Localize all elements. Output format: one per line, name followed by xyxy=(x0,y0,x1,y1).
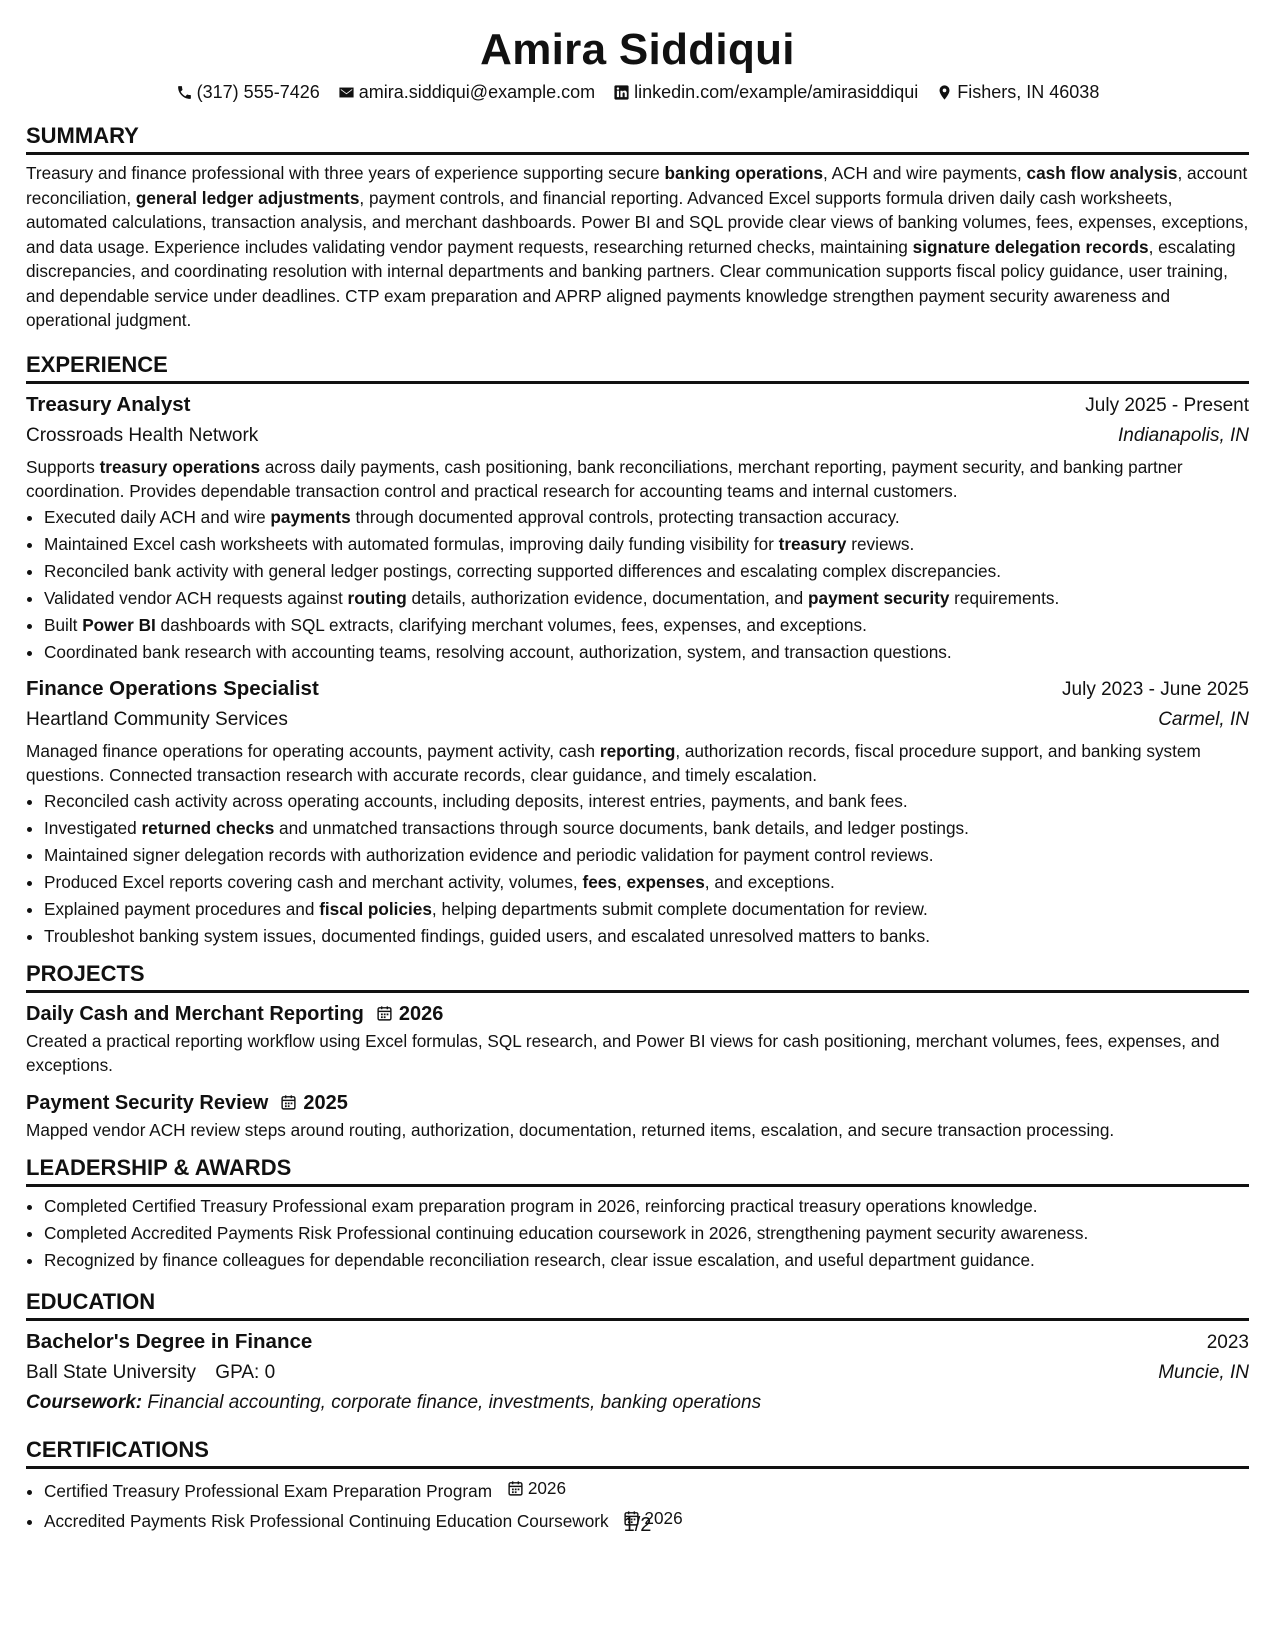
map-pin-icon xyxy=(936,84,953,101)
list-item: • Reconciled bank activity with general ledger postings, correcting supported differences and escalating complex discrepancies. xyxy=(44,558,1249,585)
contact-linkedin[interactable] xyxy=(613,80,918,104)
job-bullets xyxy=(26,504,1249,666)
calendar-icon xyxy=(507,1480,524,1497)
certification-name: Accredited Payments Risk Professional Continuing Education Coursework xyxy=(44,1511,609,1531)
contact-phone[interactable] xyxy=(176,80,320,104)
section-title: EXPERIENCE xyxy=(26,351,1249,384)
job-location: Carmel, IN xyxy=(1158,708,1249,730)
list-item: • Executed daily ACH and wire payments through documented approval controls, protecting transaction accuracy. xyxy=(44,504,1249,531)
experience-section xyxy=(26,351,1249,950)
list-item xyxy=(44,1475,1249,1505)
envelope-icon xyxy=(338,84,355,101)
education-section xyxy=(26,1288,1249,1418)
section-title: SUMMARY xyxy=(26,122,1249,155)
project-entry xyxy=(26,1088,1249,1143)
summary-text: Treasury and finance professional with three years of experience supporting secure banking operations, ACH and wire payments, cash flow analysis, account reconciliation, general ledger adjustments, payment controls, and financial reporting. Advanced Excel supports formula driven daily cash worksheets, automated calculations, transaction analysis, and merchant dashboards. Power BI and SQL provide clear views of banking volumes, fees, expenses, exceptions, and data usage. Experience includes validating vendor payment requests, researching returned checks, maintaining signature delegation records, escalating discrepancies, and coordinating resolution with internal departments and banking partners. Clear communication supports fiscal policy guidance, user training, and dependable service under deadlines. CTP exam preparation and APRP aligned payments knowledge strengthen payment security awareness and operational judgment. xyxy=(26,163,1249,330)
degree: Bachelor's Degree in Finance xyxy=(26,1330,313,1353)
job-company: Crossroads Health Network xyxy=(26,424,259,446)
project-year: 2026 xyxy=(398,1002,444,1025)
coursework-text: Financial accounting, corporate finance, investments, banking operations xyxy=(147,1392,762,1413)
certification-name: Certified Treasury Professional Exam Preparation Program xyxy=(44,1481,493,1501)
job-role: Finance Operations Specialist xyxy=(26,676,319,700)
list-item: • Completed Certified Treasury Professional exam preparation program in 2026, reinforcing practical treasury operations knowledge. xyxy=(44,1193,1249,1220)
gpa: GPA: 0 xyxy=(215,1362,276,1383)
linkedin-icon xyxy=(613,84,630,101)
graduation-year: 2023 xyxy=(1206,1332,1249,1353)
summary-section xyxy=(26,122,1249,333)
school: Ball State University xyxy=(26,1362,197,1383)
list-item: • Maintained signer delegation records with authorization evidence and periodic validation for payment control reviews. xyxy=(44,842,1249,869)
job-dates: July 2025 - Present xyxy=(1085,394,1249,416)
phone-icon xyxy=(176,84,193,101)
project-year: 2025 xyxy=(303,1091,348,1114)
section-title: CERTIFICATIONS xyxy=(26,1436,1249,1469)
certification-year: 2026 xyxy=(644,1508,683,1528)
job-role: Treasury Analyst xyxy=(26,392,191,416)
list-item: • Explained payment procedures and fiscal policies, helping departments submit complete documentation for review. xyxy=(44,896,1249,923)
section-title: EDUCATION xyxy=(26,1288,1249,1321)
email-text: amira.siddiqui@example.com xyxy=(358,82,596,102)
contact-location xyxy=(936,80,1099,104)
project-name: Daily Cash and Merchant Reporting xyxy=(26,1002,364,1025)
calendar-icon xyxy=(376,1005,393,1022)
section-title: PROJECTS xyxy=(26,960,1249,993)
contact-bar xyxy=(26,80,1249,104)
projects-section xyxy=(26,960,1249,1143)
certification-year: 2026 xyxy=(527,1478,567,1498)
coursework xyxy=(26,1388,1249,1418)
list-item: • Troubleshot banking system issues, documented findings, guided users, and escalated unresolved matters to banks. xyxy=(44,923,1249,950)
list-item: • Recognized by finance colleagues for dependable reconciliation research, clear issue escalation, and useful department guidance. xyxy=(44,1247,1249,1274)
list-item: • Built Power BI dashboards with SQL extracts, clarifying merchant volumes, fees, expenses, and exceptions. xyxy=(44,612,1249,639)
phone-text: (317) 555-7426 xyxy=(196,82,320,102)
job-entry xyxy=(26,390,1249,666)
project-entry xyxy=(26,999,1249,1078)
list-item: • Reconciled cash activity across operating accounts, including deposits, interest entries, payments, and bank fees. xyxy=(44,788,1249,815)
job-entry xyxy=(26,674,1249,950)
list-item: • Produced Excel reports covering cash and merchant activity, volumes, fees, expenses, and exceptions. xyxy=(44,869,1249,896)
job-dates: July 2023 - June 2025 xyxy=(1062,678,1249,700)
project-name: Payment Security Review xyxy=(26,1091,269,1114)
list-item: • Coordinated bank research with accounting teams, resolving account, authorization, system, and transaction questions. xyxy=(44,639,1249,666)
coursework-label: Coursework: xyxy=(26,1392,143,1413)
project-description: Created a practical reporting workflow using Excel formulas, SQL research, and Power BI views for cash positioning, merchant volumes, fees, expenses, and exceptions. xyxy=(26,1030,1220,1075)
calendar-icon xyxy=(280,1094,297,1111)
list-item: • Completed Accredited Payments Risk Professional continuing education coursework in 2026, strengthening payment security awareness. xyxy=(44,1220,1249,1247)
contact-email[interactable] xyxy=(338,80,595,104)
linkedin-text: linkedin.com/example/amirasiddiqui xyxy=(634,82,919,102)
list-item: • Maintained Excel cash worksheets with automated formulas, improving daily funding visibility for treasury reviews. xyxy=(44,531,1249,558)
page-number: 1/2 xyxy=(623,1514,652,1536)
job-description: Supports treasury operations across daily payments, cash positioning, bank reconciliations, merchant reporting, payment security, and banking partner coordination. Provides dependable transaction control and practical research for accounting teams and internal customers. xyxy=(26,456,1183,501)
candidate-name: Amira Siddiqui xyxy=(480,25,795,74)
leadership-list xyxy=(26,1193,1249,1274)
list-item: • Investigated returned checks and unmatched transactions through source documents, bank details, and ledger postings. xyxy=(44,815,1249,842)
list-item: • Validated vendor ACH requests against routing details, authorization evidence, documentation, and payment security requirements. xyxy=(44,585,1249,612)
job-location: Indianapolis, IN xyxy=(1118,424,1249,446)
job-bullets xyxy=(26,788,1249,950)
school-location: Muncie, IN xyxy=(1158,1362,1249,1383)
location-text: Fishers, IN 46038 xyxy=(957,82,1100,102)
leadership-section xyxy=(26,1154,1249,1274)
project-description: Mapped vendor ACH review steps around routing, authorization, documentation, returned items, escalation, and secure transaction processing. xyxy=(26,1119,1115,1140)
job-description: Managed finance operations for operating accounts, payment activity, cash reporting, authorization records, fiscal procedure support, and banking system questions. Connected transaction research with accurate records, clear guidance, and timely escalation. xyxy=(26,740,1201,785)
section-title: LEADERSHIP & AWARDS xyxy=(26,1154,1249,1187)
job-company: Heartland Community Services xyxy=(26,708,288,730)
